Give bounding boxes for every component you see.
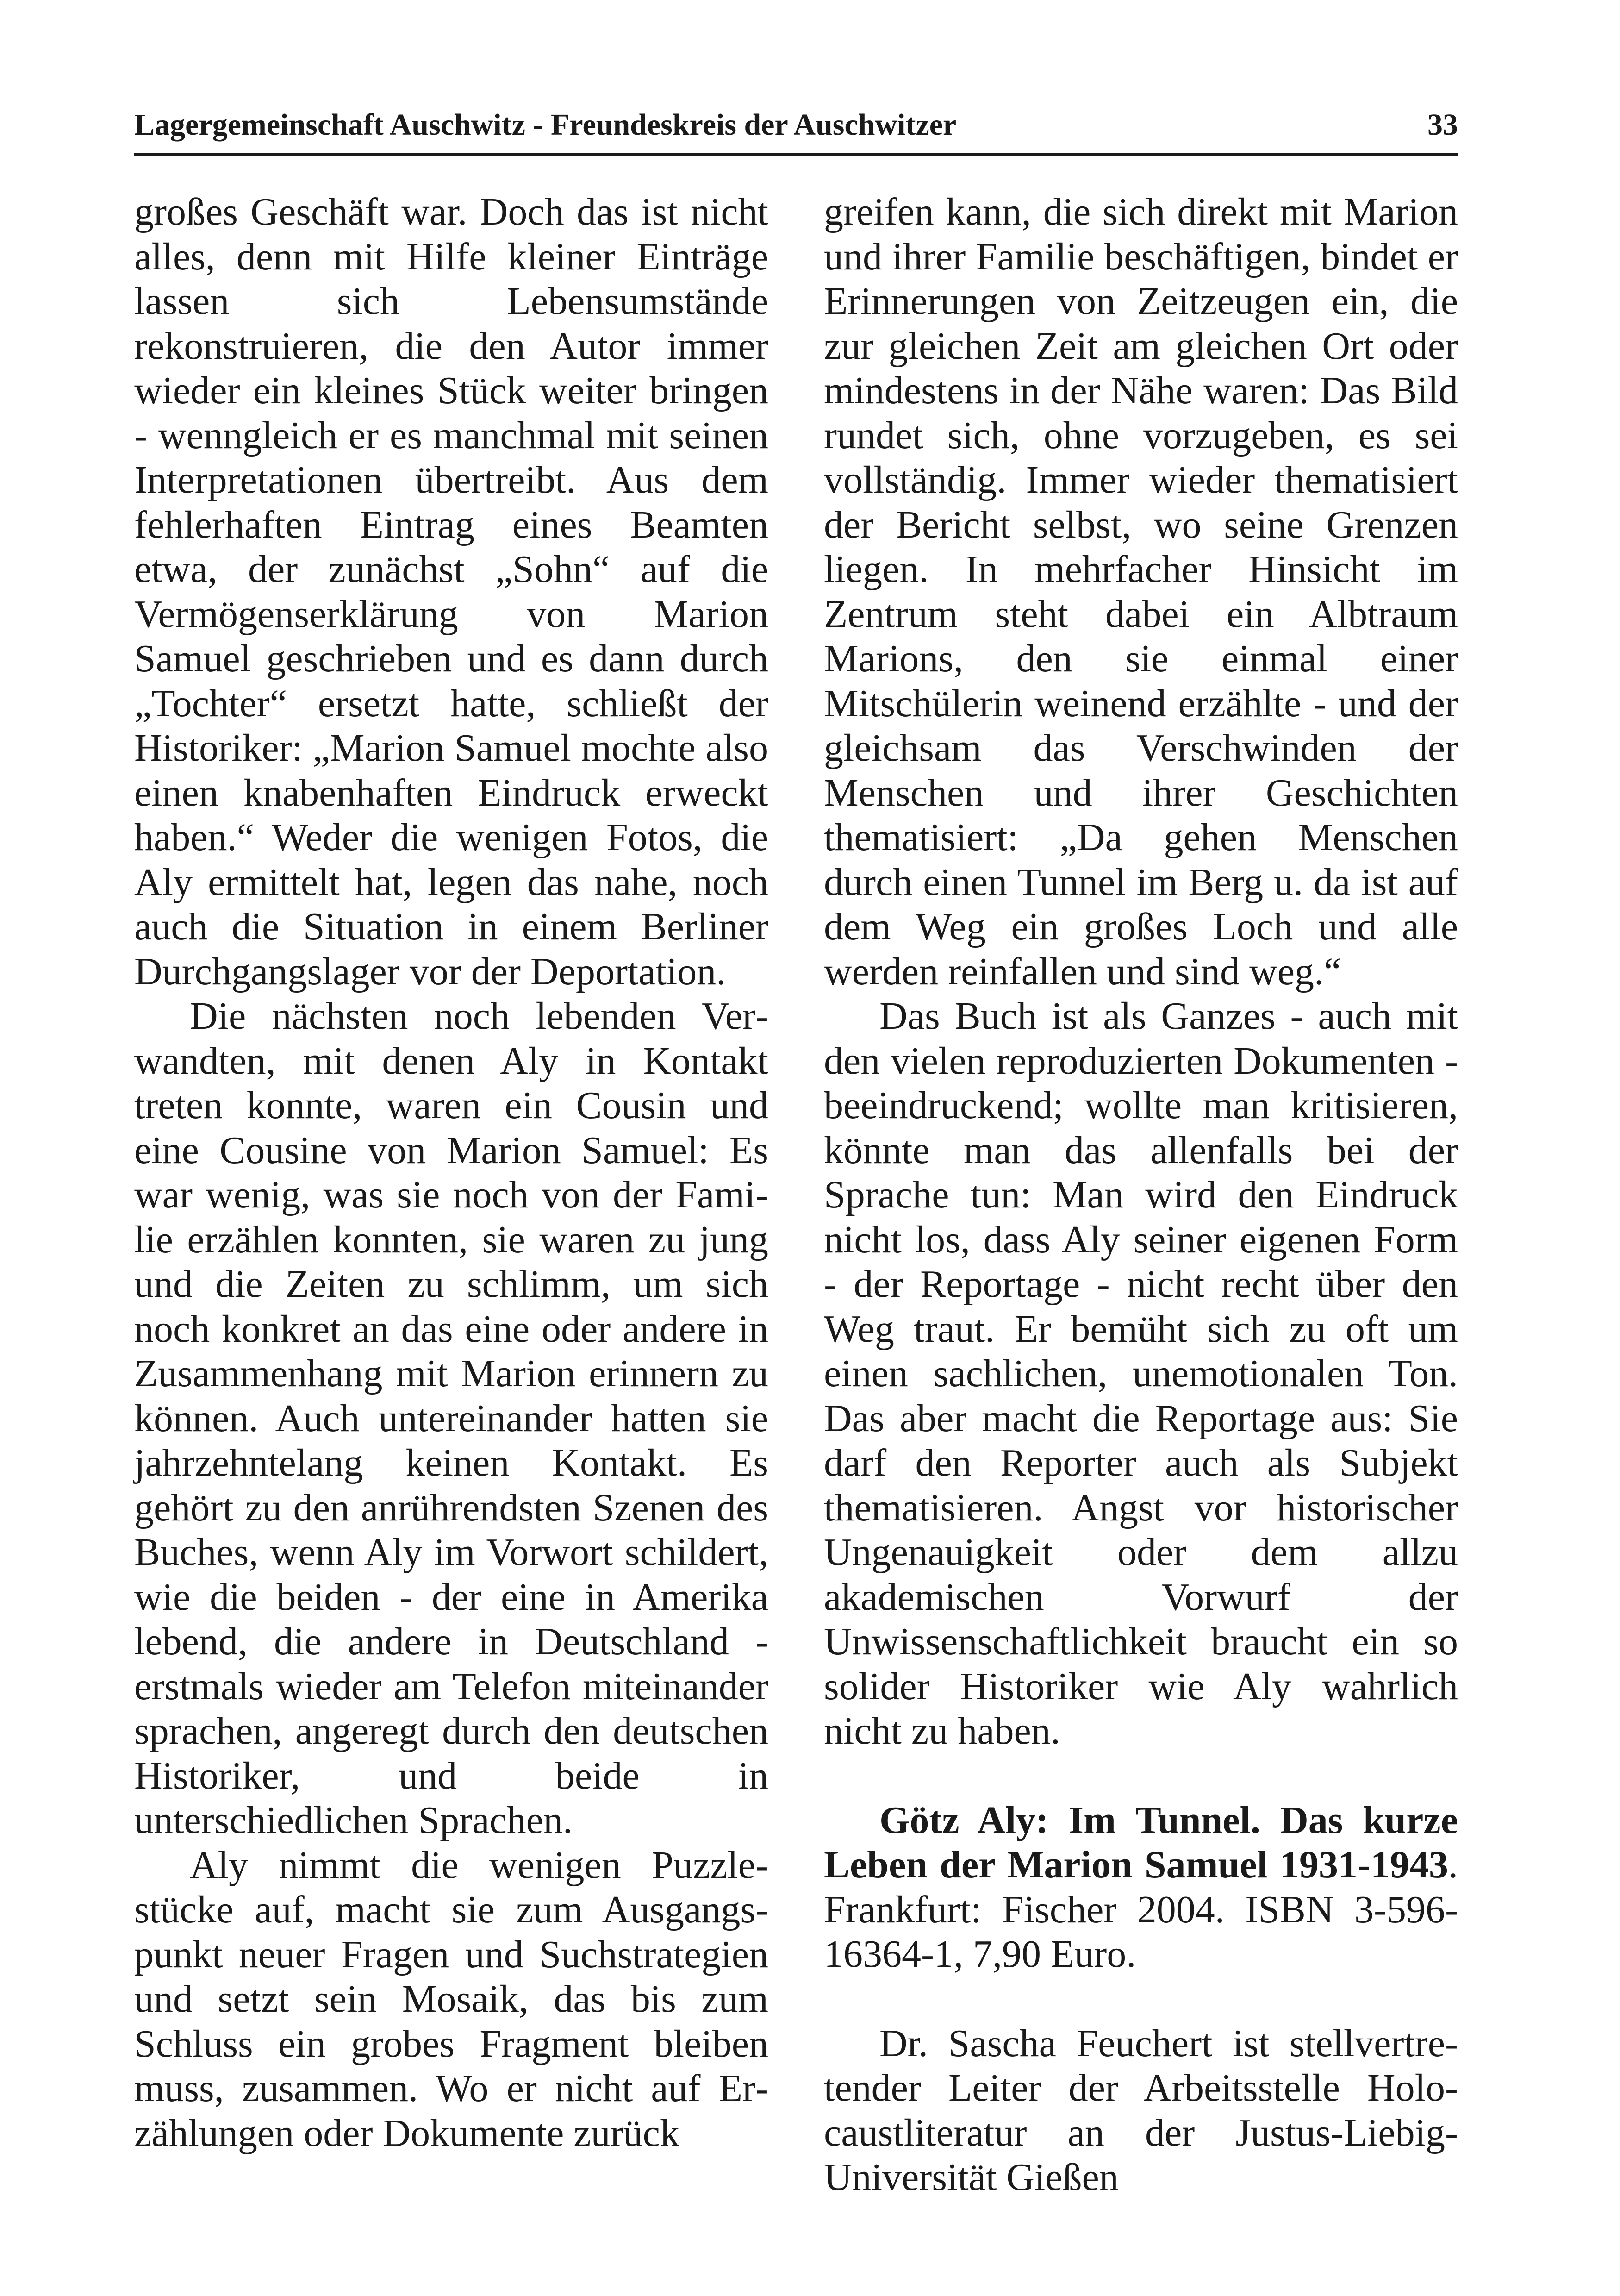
running-header bbox=[134, 102, 1458, 156]
header-title: Lagergemeinschaft Auschwitz - Freundeskreis der Auschwitzer bbox=[134, 108, 957, 142]
author-note: Dr. Sascha Feuchert ist stellvertretender Leiter der Arbeitsstelle Holocaustliteratur an der Justus-Liebig-Universität Gießen bbox=[824, 2021, 1458, 2199]
paragraph-left-1: großes Geschäft war. Doch das ist nicht alles, denn mit Hilfe kleiner Einträge lassen sich Lebensumstände rekonstruieren, die den Autor immer wieder ein kleines Stück weiter bringen - wenngleich er es manchmal mit seinen Interpretationen übertreibt. Aus dem fehlerhaften Eintrag eines Beamten etwa, der zunächst „Sohn“ auf die Vermögenserklärung von Marion Samuel geschrieben und es dann durch „Tochter“ ersetzt hatte, schließt der Historiker: „Marion Samuel mochte also einen knabenhaften Eindruck erweckt haben.“ Weder die wenigen Fotos, die Aly ermittelt hat, legen das nahe, noch auch die Situation in einem Berliner Durchgangslager vor der Deportation. bbox=[134, 190, 768, 993]
page-number: 33 bbox=[1427, 108, 1458, 142]
book-details: . Frankfurt: Fischer 2004. ISBN 3-596-16364-1, 7,90 Euro. bbox=[824, 1843, 1458, 1976]
left-column bbox=[134, 190, 768, 2156]
paragraph-left-3: Aly nimmt die wenigen Puzzlestücke auf, macht sie zum Ausgangspunkt neuer Fragen und Suchstrategien und setzt sein Mosaik, das bis zum Schluss ein grobes Fragment bleiben muss, zusammen. Wo er nicht auf Erzählungen oder Dokumente zurück bbox=[134, 1843, 768, 2155]
paragraph-right-1: greifen kann, die sich direkt mit Marion und ihrer Familie beschäftigen, bindet er Erinnerungen von Zeitzeugen ein, die zur gleichen Zeit am gleichen Ort oder mindestens in der Nähe waren: Das Bild rundet sich, ohne vorzugeben, es sei vollständig. Immer wieder thematisiert der Bericht selbst, wo seine Grenzen liegen. In mehrfacher Hinsicht im Zentrum steht dabei ein Albtraum Marions, den sie einmal einer Mitschülerin weinend erzählte - und der gleichsam das Verschwinden der Menschen und ihrer Geschichten thematisiert: „Da gehen Menschen durch einen Tunnel im Berg u. da ist auf dem Weg ein großes Loch und alle werden reinfallen und sind weg.“ bbox=[824, 190, 1458, 993]
book-title: Götz Aly: Im Tunnel. Das kurze Leben der Marion Samuel 1931-1943 bbox=[824, 1798, 1458, 1886]
book-reference bbox=[824, 1798, 1458, 1977]
paragraph-left-2: Die nächsten noch lebenden Verwandten, mit denen Aly in Kontakt treten konnte, waren ein Cousin und eine Cousine von Marion Samuel: Es war wenig, was sie noch von der Familie erzählen konnten, sie waren zu jung und die Zeiten zu schlimm, um sich noch konkret an das eine oder andere in Zusammenhang mit Marion erinnern zu können. Auch untereinander hatten sie jahrzehntelang keinen Kontakt. Es gehört zu den anrührendsten Szenen des Buches, wenn Aly im Vorwort schildert, wie die beiden - der eine in Amerika lebend, die andere in Deutschland - erstmals wieder am Telefon miteinander sprachen, angeregt durch den deutschen Historiker, und beide in unterschiedlichen Sprachen. bbox=[134, 995, 768, 1842]
right-column bbox=[824, 190, 1458, 2200]
paragraph-right-2: Das Buch ist als Ganzes - auch mit den vielen reproduzierten Dokumenten - beeindruckend; wollte man kritisieren, könnte man das allenfalls bei der Sprache tun: Man wird den Eindruck nicht los, dass Aly seiner eigenen Form - der Reportage - nicht recht über den Weg traut. Er bemüht sich zu oft um einen sachlichen, unemotionalen Ton. Das aber macht die Reportage aus: Sie darf den Reporter auch als Subjekt thematisieren. Angst vor historischer Ungenauigkeit oder dem allzu akademischen Vorwurf der Unwissenschaftlichkeit braucht ein so solider Historiker wie Aly wahrlich nicht zu haben. bbox=[824, 995, 1458, 1752]
